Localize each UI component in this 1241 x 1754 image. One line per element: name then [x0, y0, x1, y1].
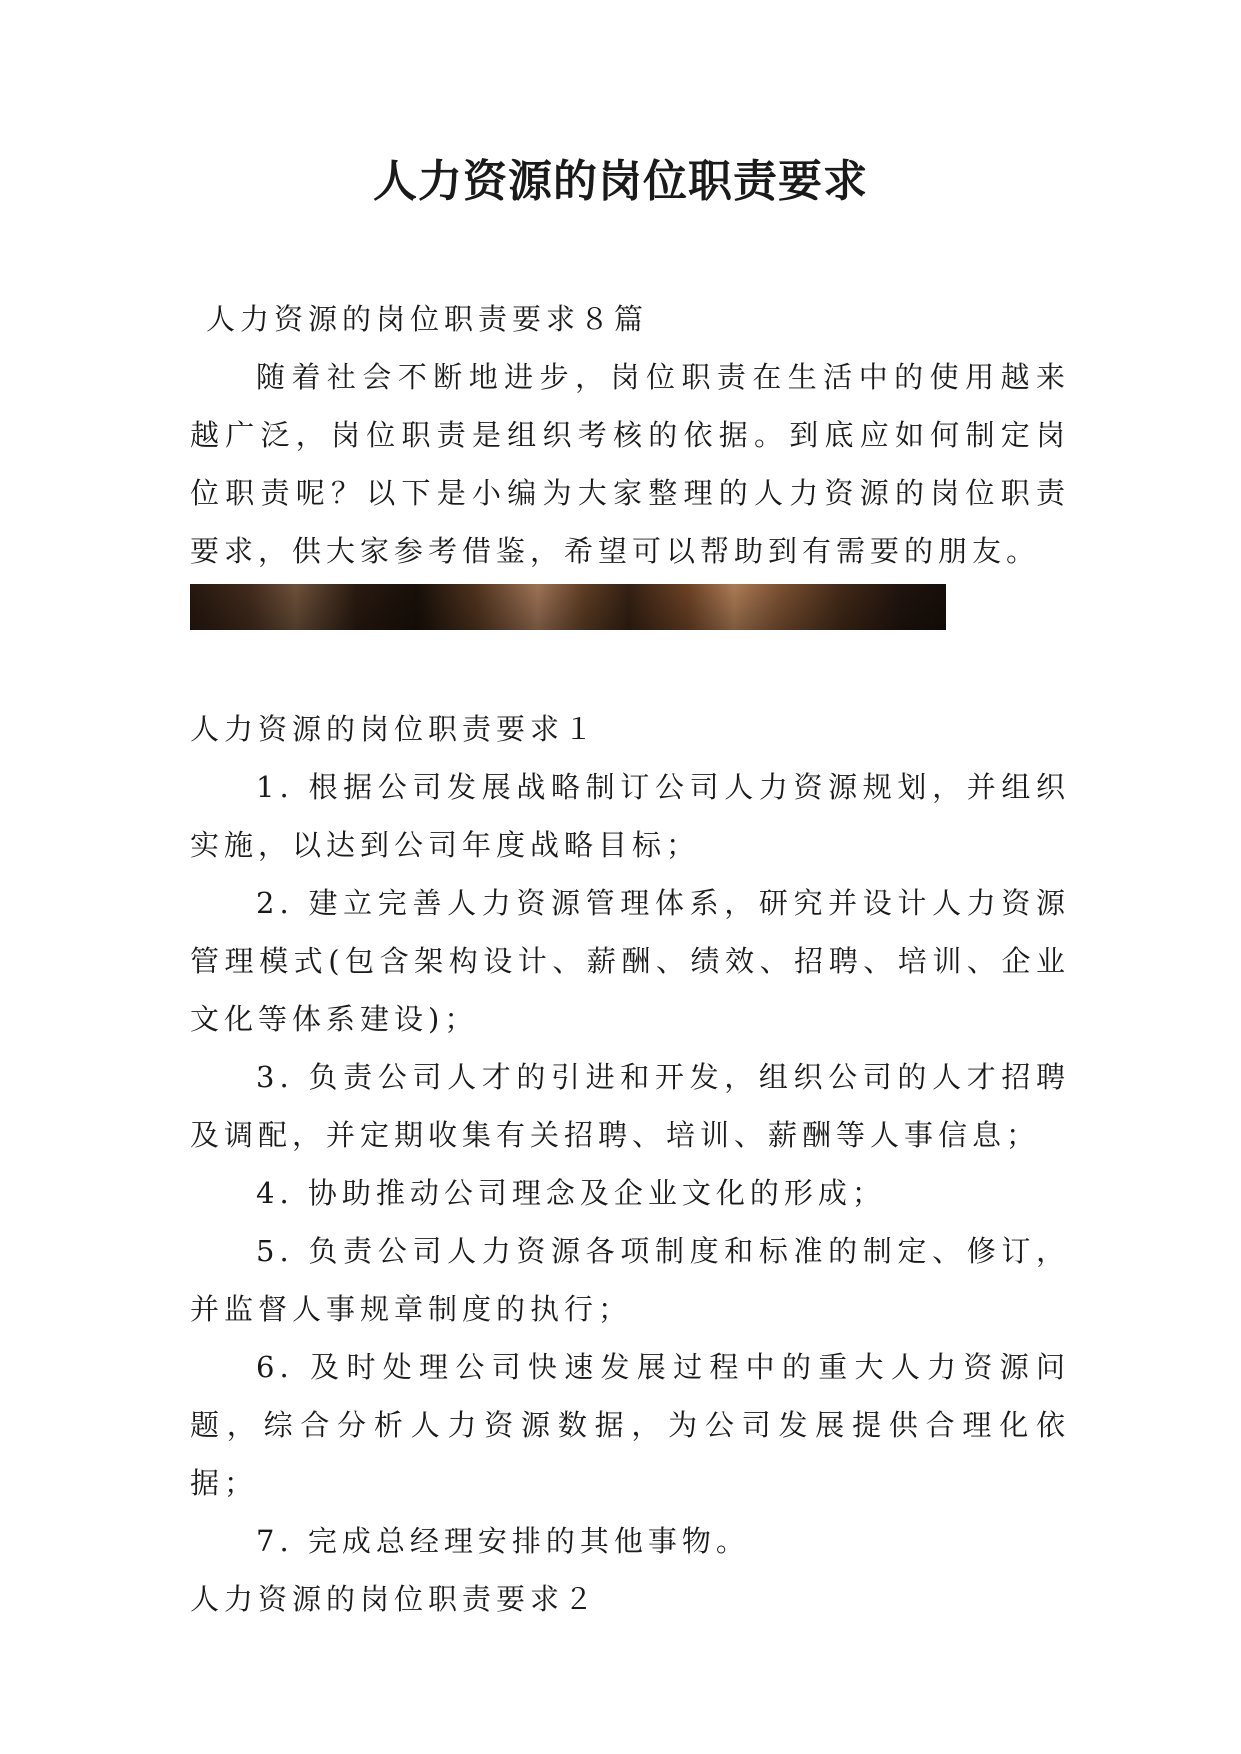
- list-item: 4. 协助推动公司理念及企业文化的形成；: [256, 1176, 886, 1210]
- document-subtitle: 人力资源的岗位职责要求８篇: [206, 302, 649, 336]
- document-body: [190, 290, 1070, 1628]
- article-photo: [190, 584, 946, 630]
- list-item: 7. 完成总经理安排的其他事物。: [256, 1524, 750, 1558]
- list-item: 5. 负责公司人力资源各项制度和标准的制定、修订，并监督人事规章制度的执行；: [190, 1234, 1070, 1326]
- section-heading-1: 人力资源的岗位职责要求１: [190, 712, 599, 746]
- list-item: 1. 根据公司发展战略制订公司人力资源规划，并组织实施，以达到公司年度战略目标；: [190, 770, 1070, 862]
- list-item: 2. 建立完善人力资源管理体系，研究并设计人力资源管理模式(包含架构设计、薪酬、绩效、招聘、培训、企业文化等体系建设)；: [190, 886, 1070, 1036]
- list-item: 6. 及时处理公司快速发展过程中的重大人力资源问题，综合分析人力资源数据，为公司发展提供合理化依据；: [190, 1350, 1070, 1500]
- list-item: 3. 负责公司人才的引进和开发，组织公司的人才招聘及调配，并定期收集有关招聘、培训、薪酬等人事信息；: [190, 1060, 1070, 1152]
- section-heading-2: 人力资源的岗位职责要求２: [190, 1582, 599, 1616]
- spacer: [190, 630, 1070, 700]
- document-title: 人力资源的岗位职责要求: [373, 156, 868, 207]
- intro-paragraph: 随着社会不断地进步，岗位职责在生活中的使用越来越广泛，岗位职责是组织考核的依据。到底应如何制定岗位职责呢？以下是小编为大家整理的人力资源的岗位职责要求，供大家参考借鉴，希望可以帮助到有需要的朋友。: [190, 360, 1070, 568]
